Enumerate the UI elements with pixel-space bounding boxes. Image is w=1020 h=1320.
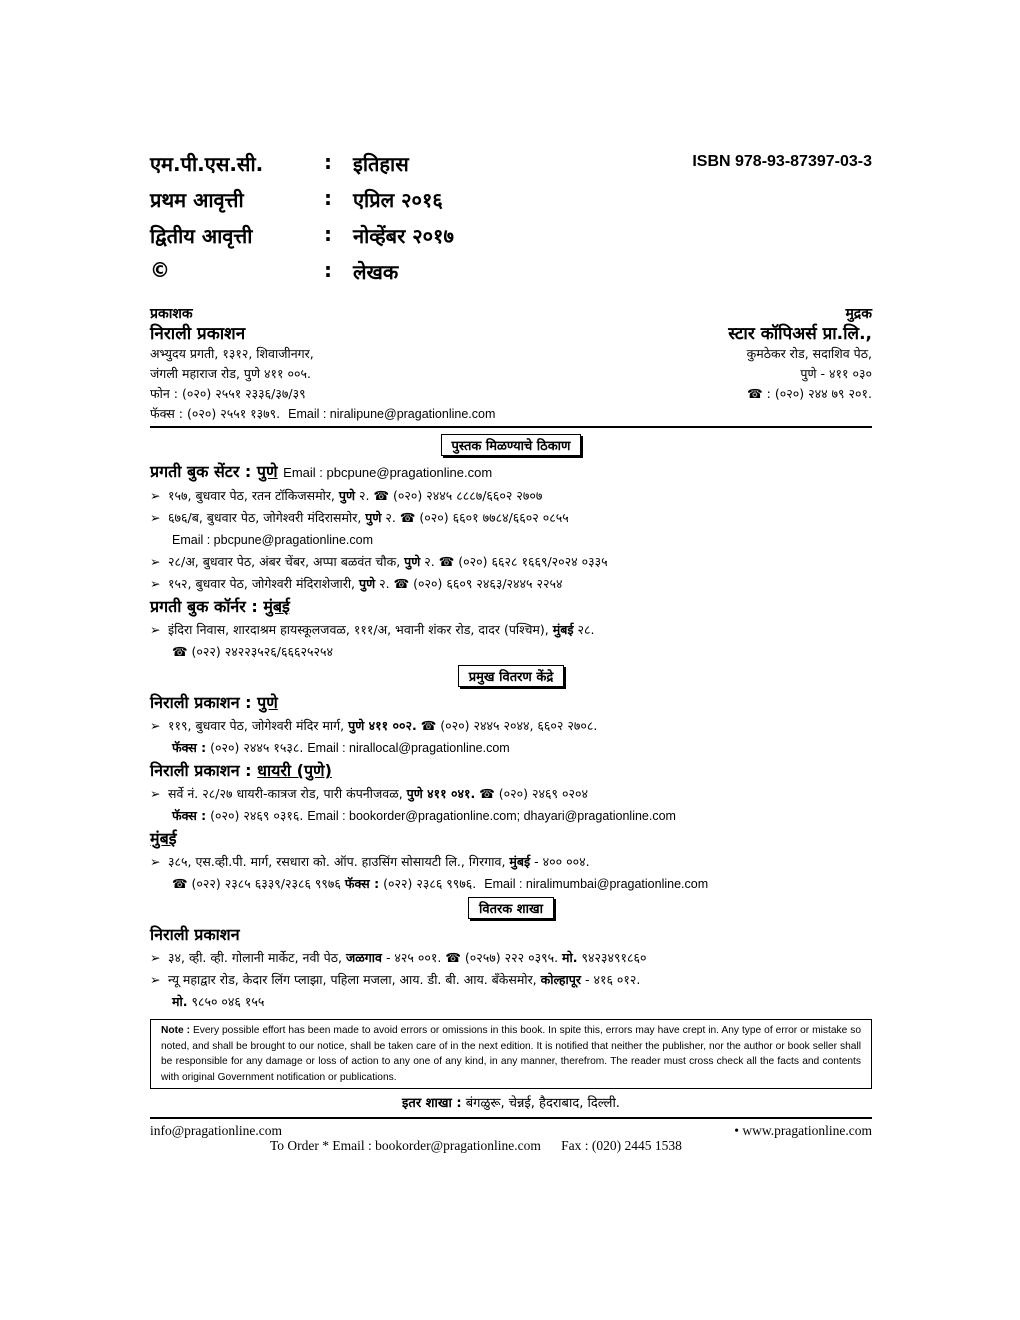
meta-value: नोव्हेंबर २०१७ <box>353 224 454 248</box>
list-item-email <box>150 529 872 551</box>
publisher-fax: फॅक्स : (०२०) २५५१ १३७९. <box>150 406 281 421</box>
address-phone: ☎ (०२२) २४२२३५२६/६६६२५२५४ <box>172 644 333 659</box>
meta-row-second-edition <box>150 222 872 258</box>
section-title-mumbai <box>150 827 872 851</box>
address-rest: - ४२५ ००१. ☎ (०२५७) २२२ ०३९५. <box>385 950 559 965</box>
address-text: ३४, व्ही. व्ही. गोलानी मार्केट, नवी पेठ, <box>168 950 342 965</box>
meta-sep: : <box>324 186 332 210</box>
note-label: Note : <box>161 1025 191 1036</box>
address-email: Email : nirallocal@pragationline.com <box>307 741 510 755</box>
meta-value: एप्रिल २०१६ <box>353 188 443 212</box>
note-text: Every possible effort has been made to avoid errors or omissions in this book. In spite this, errors may have crept in. Any type of error or mistake so noted, and shall be brought to our notice, shall be taken care of in the next edition. It is notified that neither the publisher, nor the author or book seller shall be responsible for any damage or loss of action to any one of any kind, in any manner, therefrom. The reader must cross check all the facts and contents with original Government notification or publications. <box>161 1025 861 1083</box>
meta-value: लेखक <box>353 260 399 284</box>
footer-website: • www.pragationline.com <box>734 1123 872 1138</box>
address-rest: - ४१६ ०१२. <box>584 972 641 987</box>
address-text: इंदिरा निवास, शारदाश्रम हायस्कूलजवळ, १११/अ, भवानी शंकर रोड, दादर (पश्चिम), <box>168 622 549 637</box>
fax-label: फॅक्स : <box>172 740 207 755</box>
fax-number: (०२२) २३८६ ९९७६. <box>383 876 477 891</box>
address-email: Email : pbcpune@pragationline.com <box>172 533 373 547</box>
fax-number: (०२०) २४४५ १५३८. <box>210 740 304 755</box>
arrow-icon: ➢ <box>150 950 161 965</box>
list-item-fax <box>150 805 872 827</box>
address-city: पुणे ४११ ००२. <box>348 718 417 733</box>
printer-heading: मुद्रक <box>845 306 872 322</box>
printer-info <box>728 304 872 404</box>
arrow-icon: ➢ <box>150 622 161 637</box>
section-title-text: प्रगती बुक कॉर्नर : <box>150 597 258 616</box>
meta-label: प्रथम आवृत्ती <box>150 188 244 212</box>
printer-address-line: कुमठेकर रोड, सदाशिव पेठ, <box>746 346 872 361</box>
list-item <box>150 619 872 641</box>
address-phone: ☎ (०२२) २३८५ ६३३९/२३८६ ९९७६ <box>172 876 341 891</box>
other-branch-label: इतर शाखा : <box>402 1096 462 1111</box>
printer-phone: ☎ : (०२०) २४४ ७९ २०१. <box>747 386 872 401</box>
publisher-address-line: अभ्युदय प्रगती, १३१२, शिवाजीनगर, <box>150 346 314 361</box>
section-title-nirali-dhayari <box>150 759 872 783</box>
address-rest: - ४०० ००४. <box>534 854 590 869</box>
meta-label: एम.पी.एस.सी. <box>150 152 264 176</box>
box-heading-wrap <box>150 665 872 691</box>
section-title-text: निराली प्रकाशन : <box>150 693 252 712</box>
address-text: ३८५, एस.व्ही.पी. मार्ग, रसधारा को. ऑप. हाउसिंग सोसायटी लि., गिरगाव, <box>168 854 506 869</box>
address-city: पुणे <box>404 554 421 569</box>
address-rest: २. ☎ (०२०) ६६०१ ७७८४/६६०२ ०८५५ <box>385 510 569 525</box>
section-title-text: निराली प्रकाशन <box>150 925 240 944</box>
address-text: न्यू महाद्वार रोड, केदार लिंग प्लाझा, पहिला मजला, आय. डी. बी. आय. बँकेसमोर, <box>168 972 537 987</box>
mobile-number: ९४२३४९१८६० <box>581 950 647 965</box>
mobile-label: मो. <box>562 950 578 965</box>
list-item <box>150 783 872 805</box>
meta-row-exam <box>150 150 872 186</box>
mobile-label: मो. <box>172 994 188 1009</box>
section-title-pragati-center <box>150 460 872 485</box>
address-city: पुणे ४११ ०४१. <box>406 786 476 801</box>
section-city: मुंबई <box>150 829 177 848</box>
publisher-printer-block <box>150 304 872 426</box>
meta-block <box>150 150 872 294</box>
arrow-icon: ➢ <box>150 718 161 733</box>
list-item <box>150 507 872 529</box>
section-city: मुंबई <box>263 597 290 616</box>
list-item-phone <box>150 641 872 663</box>
footer <box>150 1121 872 1155</box>
arrow-icon: ➢ <box>150 972 161 987</box>
publisher-phone: फोन : (०२०) २५५१ २३३६/३७/३९ <box>150 386 306 401</box>
fax-number: (०२०) २४६९ ०३१६. <box>210 808 304 823</box>
list-item <box>150 947 872 969</box>
meta-label: द्वितीय आवृत्ती <box>150 224 253 248</box>
address-city: पुणे <box>338 488 356 503</box>
arrow-icon: ➢ <box>150 488 161 503</box>
meta-sep: : <box>324 258 332 282</box>
section-city: धायरी (पुणे) <box>257 761 332 780</box>
list-item <box>150 851 872 873</box>
meta-row-first-edition <box>150 186 872 222</box>
arrow-icon: ➢ <box>150 854 161 869</box>
address-rest: २८. <box>577 622 595 637</box>
box-heading-where-to-get: पुस्तक मिळण्याचे ठिकाण <box>441 434 582 456</box>
arrow-icon: ➢ <box>150 510 161 525</box>
address-text: सर्वे नं. २८/२७ धायरी-कात्रज रोड, पारी कंपनीजवळ, <box>168 786 403 801</box>
publisher-address-line: जंगली महाराज रोड, पुणे ४११ ००५. <box>150 366 311 381</box>
address-text: ११९, बुधवार पेठ, जोगेश्वरी मंदिर मार्ग, <box>168 718 345 733</box>
address-city: जळगाव <box>345 950 382 965</box>
footer-info-email: info@pragationline.com <box>150 1123 283 1138</box>
section-city: पुणे <box>257 693 278 712</box>
arrow-icon: ➢ <box>150 786 161 801</box>
address-text: १५२, बुधवार पेठ, जोगेश्वरी मंदिराशेजारी, <box>168 576 356 591</box>
arrow-icon: ➢ <box>150 576 161 591</box>
copyright-page <box>150 150 872 1155</box>
box-heading-wrap <box>150 434 872 460</box>
address-rest: २. ☎ (०२०) ६६०९ २४६३/२४४५ २२५४ <box>379 576 563 591</box>
address-city: मुंबई <box>552 622 574 637</box>
list-item <box>150 969 872 991</box>
section-city: पुणे <box>256 462 278 481</box>
footer-order-line: To Order * Email : bookorder@pragationline.com Fax : (020) 2445 1538 <box>270 1138 682 1153</box>
disclaimer-note <box>150 1019 872 1089</box>
publisher-info <box>150 304 495 424</box>
address-text: ६७६/ब, बुधवार पेठ, जोगेश्वरी मंदिरासमोर, <box>168 510 362 525</box>
section-title-text: प्रगती बुक सेंटर : <box>150 462 252 481</box>
meta-sep: : <box>324 222 332 246</box>
address-city: मुंबई <box>509 854 531 869</box>
mobile-number: ९८५० ०४६ १५५ <box>191 994 265 1009</box>
publisher-name: निराली प्रकाशन <box>150 324 246 344</box>
section-email: Email : pbcpune@pragationline.com <box>283 465 493 480</box>
fax-label: फॅक्स : <box>344 876 380 891</box>
address-text: १५७, बुधवार पेठ, रतन टॉकिजसमोर, <box>168 488 335 503</box>
list-item-mobile <box>150 991 872 1013</box>
address-email: Email : niralimumbai@pragationline.com <box>484 877 709 891</box>
printer-address-line: पुणे - ४११ ०३० <box>800 366 872 381</box>
list-item-fax <box>150 737 872 759</box>
section-title-text: निराली प्रकाशन : <box>150 761 252 780</box>
address-text: २८/अ, बुधवार पेठ, अंबर चेंबर, अप्पा बळवंत चौक, <box>168 554 401 569</box>
section-title-nirali-pune <box>150 691 872 715</box>
address-city: पुणे <box>365 510 382 525</box>
publisher-email: Email : niralipune@pragationline.com <box>288 407 496 421</box>
address-rest: ☎ (०२०) २४४५ २०४४, ६६०२ २७०८. <box>420 718 598 733</box>
section-title-pragati-corner <box>150 595 872 619</box>
section-title-nirali <box>150 923 872 947</box>
address-rest: २. ☎ (०२०) ६६२८ १६६९/२०२४ ०३३५ <box>424 554 608 569</box>
footer-divider <box>150 1117 872 1119</box>
publisher-fax-email <box>150 404 495 424</box>
fax-label: फॅक्स : <box>172 808 207 823</box>
divider <box>150 426 872 428</box>
meta-sep: : <box>324 150 332 174</box>
meta-row-copyright <box>150 258 872 294</box>
address-rest: ☎ (०२०) २४६९ ०२०४ <box>479 786 588 801</box>
other-branches <box>150 1091 872 1117</box>
list-item <box>150 485 872 507</box>
address-rest: २. ☎ (०२०) २४४५ ८८८७/६६०२ २७०७ <box>359 488 543 503</box>
box-heading-branches: वितरक शाखा <box>468 897 554 919</box>
box-heading-wrap <box>150 897 872 923</box>
address-email: Email : bookorder@pragationline.com; dhayari@pragationline.com <box>307 809 676 823</box>
list-item-fax <box>150 873 872 895</box>
list-item <box>150 715 872 737</box>
list-item <box>150 573 872 595</box>
box-heading-main-distribution: प्रमुख वितरण केंद्रे <box>458 665 564 687</box>
list-item <box>150 551 872 573</box>
address-city: पुणे <box>359 576 376 591</box>
publisher-heading: प्रकाशक <box>150 306 193 322</box>
meta-value: इतिहास <box>353 152 409 176</box>
other-branch-list: बंगळुरू, चेन्नई, हैदराबाद, दिल्ली. <box>465 1096 620 1111</box>
printer-name: स्टार कॉपिअर्स प्रा.लि., <box>728 324 872 344</box>
isbn: ISBN 978-93-87397-03-3 <box>692 153 872 170</box>
arrow-icon: ➢ <box>150 554 161 569</box>
copyright-symbol: © <box>150 258 170 282</box>
address-city: कोल्हापूर <box>540 972 581 987</box>
